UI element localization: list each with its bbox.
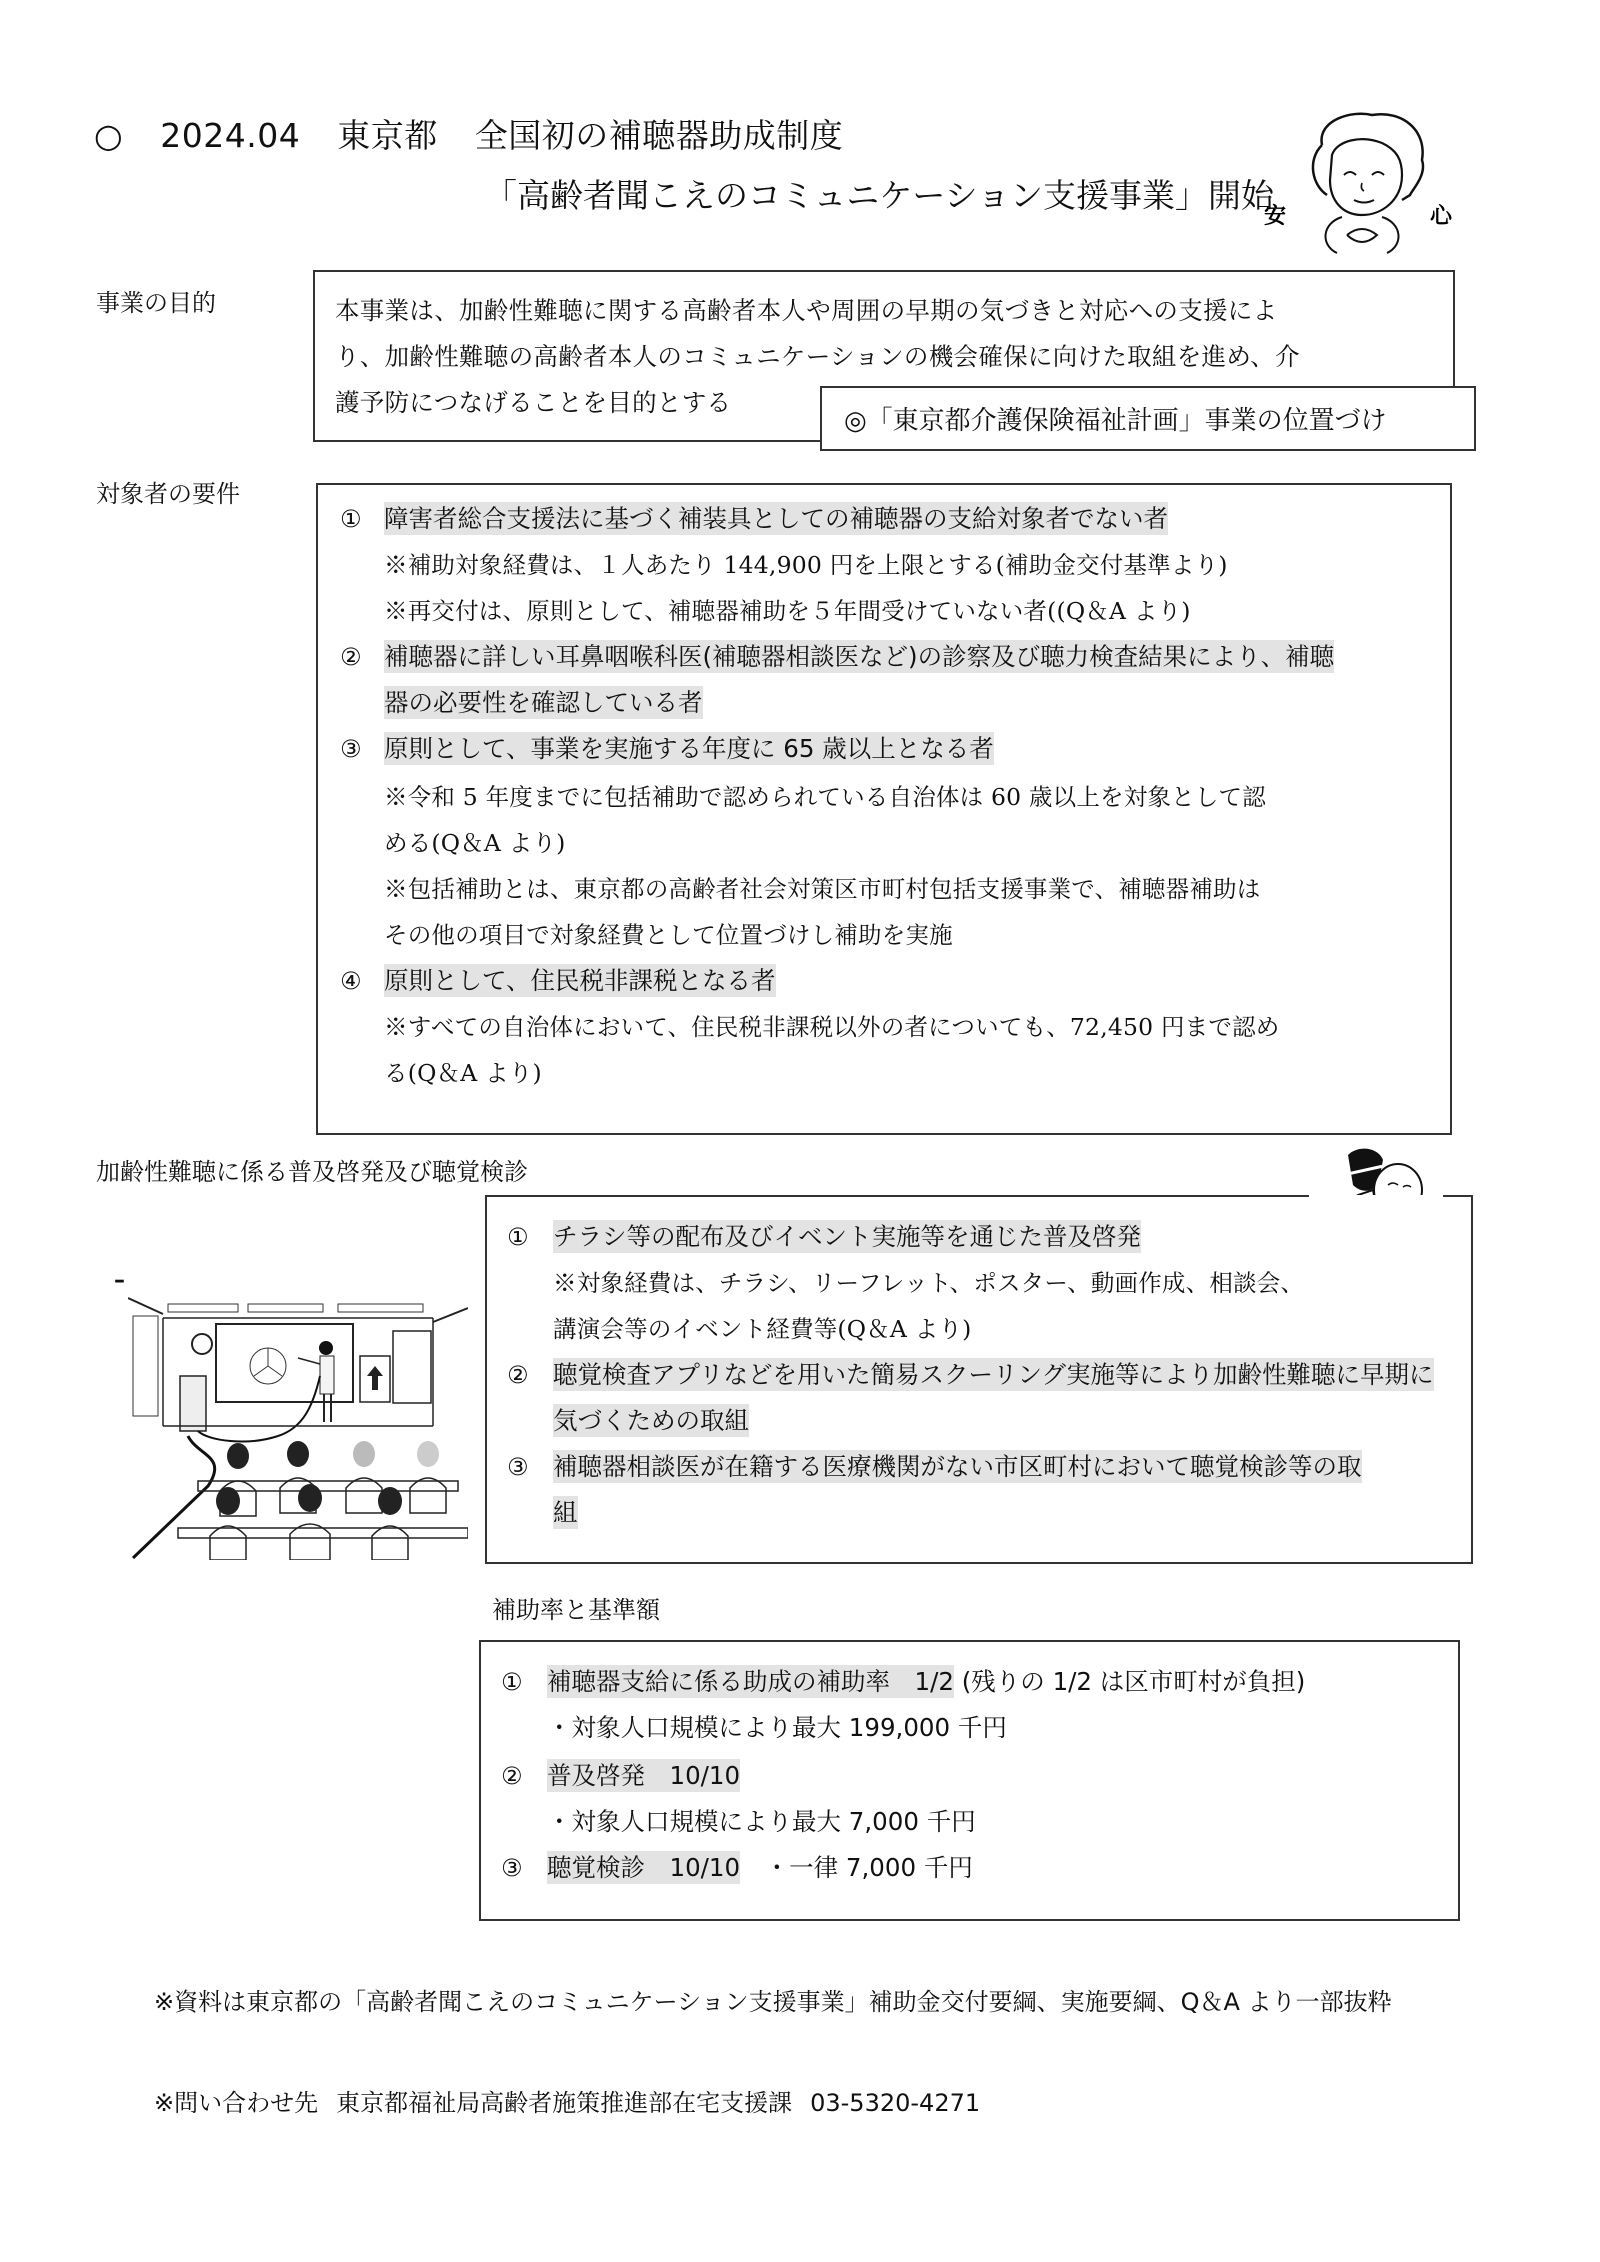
- requirement-3-note: その他の項目で対象経費として位置づけし補助を実施: [384, 921, 953, 949]
- item-number: ②: [501, 1762, 523, 1790]
- item-number: ②: [340, 643, 362, 671]
- item-number: ③: [501, 1854, 523, 1882]
- item-number: ①: [507, 1223, 529, 1251]
- subsidy-label: 補助率と基準額: [492, 1596, 660, 1624]
- requirement-3-note: める(Q＆A より): [384, 829, 566, 857]
- item-number: ①: [340, 505, 362, 533]
- contact-department: 東京都福祉局高齢者施策推進部在宅支援課: [336, 2089, 793, 2117]
- requirement-1-note: ※補助対象経費は、１人あたり 144,900 円を上限とする(補助金交付基準より): [384, 551, 1228, 579]
- requirement-4: 原則として、住民税非課税となる者: [384, 966, 776, 995]
- elderly-woman-illustration: [1262, 105, 1462, 255]
- purpose-line: 護予防につなげることを目的とする: [335, 388, 732, 417]
- subsidy-3: 聴覚検診 10/10 ・一律 7,000 千円: [547, 1853, 973, 1882]
- header-bullet: ○: [94, 116, 124, 155]
- header-subtitle: 全国初の補聴器助成制度: [474, 116, 844, 155]
- classroom-illustration: [128, 1296, 468, 1560]
- item-number: ③: [340, 735, 362, 763]
- awareness-3-cont: 組: [553, 1498, 578, 1527]
- contact-label: ※問い合わせ先: [154, 2089, 319, 2117]
- plan-positioning-box: ◎「東京都介護保険福祉計画」事業の位置づけ: [820, 386, 1476, 451]
- purpose-line: 本事業は、加齢性難聴に関する高齢者本人や周囲の早期の気づきと対応への支援によ: [335, 296, 1278, 325]
- awareness-2-cont: 気づくための取組: [553, 1406, 749, 1435]
- awareness-box: [485, 1195, 1473, 1564]
- subsidy-box: [479, 1640, 1460, 1921]
- subsidy-2: 普及啓発 10/10: [547, 1761, 741, 1790]
- contact-phone[interactable]: 03-5320-4271: [810, 2089, 981, 2117]
- subsidy-1-max: ・対象人口規模により最大 199,000 千円: [547, 1713, 1007, 1742]
- awareness-1: チラシ等の配布及びイベント実施等を通じた普及啓発: [553, 1222, 1141, 1251]
- awareness-2: 聴覚検査アプリなどを用いた簡易スクーリング実施等により加齢性難聴に早期に: [553, 1360, 1434, 1389]
- requirement-1-note: ※再交付は、原則として、補聴器補助を５年間受けていない者((Q＆A より): [384, 597, 1191, 625]
- requirement-3-note: ※令和 5 年度までに包括補助で認められている自治体は 60 歳以上を対象として認: [384, 783, 1266, 811]
- subsidy-1: 補聴器支給に係る助成の補助率 1/2 (残りの 1/2 は区市町村が負担): [547, 1667, 1306, 1696]
- shin-char: 心: [1430, 204, 1453, 229]
- header-line: [94, 110, 843, 157]
- header-date: 2024.04: [160, 116, 301, 155]
- requirement-3: 原則として、事業を実施する年度に 65 歳以上となる者: [384, 734, 994, 763]
- source-note: ※資料は東京都の「高齢者聞こえのコミュニケーション支援事業」補助金交付要綱、実施要綱、Q＆A より一部抜粋: [154, 1988, 1392, 2016]
- requirement-4-note: る(Q＆A より): [384, 1059, 542, 1087]
- requirement-3-note: ※包括補助とは、東京都の高齢者社会対策区市町村包括支援事業で、補聴器補助は: [384, 875, 1261, 903]
- requirements-label: 対象者の要件: [96, 480, 240, 508]
- requirement-1: 障害者総合支援法に基づく補装具としての補聴器の支給対象者でない者: [384, 504, 1168, 533]
- purpose-label: 事業の目的: [96, 289, 216, 317]
- subsidy-2-max: ・対象人口規模により最大 7,000 千円: [547, 1807, 976, 1836]
- awareness-1-note: 講演会等のイベント経費等(Q＆A より): [553, 1315, 972, 1343]
- header-org: 東京都: [337, 116, 438, 155]
- dash-mark: –: [114, 1268, 125, 1293]
- awareness-label: 加齢性難聴に係る普及啓発及び聴覚検診: [96, 1158, 528, 1186]
- awareness-1-note: ※対象経費は、チラシ、リーフレット、ポスター、動画作成、相談会、: [553, 1269, 1305, 1297]
- box-top-border: [1443, 1195, 1473, 1197]
- item-number: ④: [340, 967, 362, 995]
- item-number: ②: [507, 1361, 529, 1389]
- requirement-2-cont: 器の必要性を確認している者: [384, 688, 703, 717]
- item-number: ①: [501, 1668, 523, 1696]
- requirement-2: 補聴器に詳しい耳鼻咽喉科医(補聴器相談医など)の診察及び聴力検査結果により、補聴: [384, 642, 1335, 671]
- page-title: 「高齢者聞こえのコミュニケーション支援事業」開始: [484, 176, 1275, 215]
- contact-line: [154, 2083, 980, 2118]
- box-top-border: [485, 1195, 1309, 1197]
- purpose-line: り、加齢性難聴の高齢者本人のコミュニケーションの機会確保に向けた取組を進め、介: [335, 342, 1300, 371]
- requirement-4-note: ※すべての自治体において、住民税非課税以外の者についても、72,450 円まで認め: [384, 1013, 1280, 1041]
- awareness-3: 補聴器相談医が在籍する医療機関がない市区町村において聴覚検診等の取: [553, 1452, 1362, 1481]
- item-number: ③: [507, 1453, 529, 1481]
- requirements-box: [316, 483, 1452, 1135]
- an-char: 安: [1264, 204, 1287, 229]
